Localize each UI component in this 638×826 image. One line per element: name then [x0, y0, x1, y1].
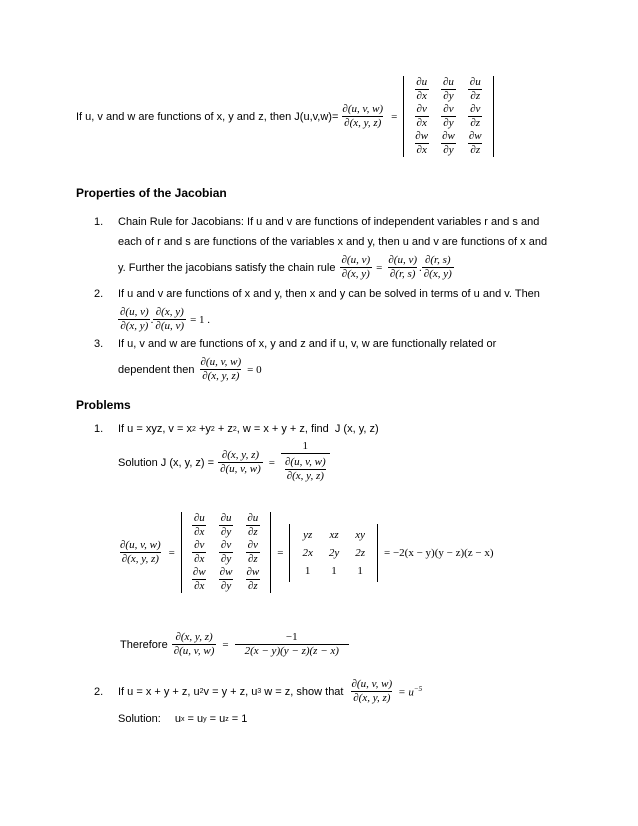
- problem-1-solution: [118, 440, 330, 485]
- p1-th-num: ∂(x, y, z): [175, 631, 213, 643]
- intro-partial-0-2: [468, 76, 483, 103]
- p1-det-lhs-num: ∂(u, v, w): [120, 539, 161, 551]
- p1-partial-0-2: [245, 512, 260, 539]
- p1-stmt-a: If u = xyz, v = x: [118, 423, 192, 435]
- p1-value-cell-1-1: 2y: [328, 546, 340, 559]
- inverse-frac-1: [118, 306, 151, 333]
- property-1: [94, 212, 604, 281]
- p1-cell-2-1: [213, 566, 240, 593]
- p2-sup-1: 2: [199, 688, 204, 695]
- intro-jac-den: ∂(x, y, z): [344, 117, 382, 129]
- chain-rhs2-num: ∂(r, s): [424, 254, 451, 266]
- p1-therefore-lhs: [172, 631, 217, 658]
- p1-partial-0-0: [192, 512, 207, 539]
- intro-determinant: [403, 76, 493, 157]
- p2-sup-2: 3: [257, 688, 262, 695]
- p2-frac-den: ∂(x, y, z): [353, 692, 391, 704]
- p1-partial-den: ∂x: [194, 553, 205, 565]
- chain-lhs-num: ∂(u, v): [341, 254, 371, 266]
- p1-sol-num: ∂(x, y, z): [221, 449, 260, 461]
- intro-cell-0-0: [408, 76, 435, 103]
- p1-partial-num: ∂u: [193, 512, 205, 524]
- p1-partial-2-0: [191, 566, 208, 593]
- p1-therefore-label: Therefore: [120, 638, 168, 651]
- intro-partial-den: ∂z: [470, 90, 481, 102]
- p2-rhs: [398, 685, 422, 699]
- p2-sol-d: = 1: [228, 713, 248, 725]
- intro-partial-num: ∂v: [416, 103, 427, 115]
- p1-cell-2-2: [239, 566, 266, 593]
- p2-sub-y: y: [203, 715, 207, 723]
- p1-det-eq-2: =: [277, 546, 284, 559]
- p1-sol-den: ∂(u, v, w): [220, 463, 261, 475]
- chain-rhs1-num: ∂(u, v): [388, 254, 417, 266]
- p1-stmt-c: + z: [214, 423, 233, 435]
- intro-partial-num: ∂u: [469, 76, 481, 88]
- intro-cell-2-1: [435, 130, 462, 157]
- p1-reciprocal-den: [281, 453, 330, 485]
- inverse-frac-2: [150, 306, 186, 333]
- p1-therefore-rhs: [235, 631, 349, 658]
- p1-cell-0-2: [239, 512, 266, 539]
- chain-rhs1-den: ∂(r, s): [389, 268, 416, 280]
- intro-partial-num: ∂u: [443, 76, 454, 88]
- intro-partial-num: ∂v: [470, 103, 481, 115]
- intro-partial-2-1: [440, 130, 457, 157]
- p1-partial-den: ∂x: [194, 580, 205, 592]
- p1-value-cell-0-2: xy: [355, 528, 365, 541]
- intro-partial-1-0: [415, 103, 429, 130]
- p1-inner-num: ∂(u, v, w): [284, 456, 326, 468]
- p1-value-cell-0-0: yz: [303, 528, 313, 541]
- property-3-line2: dependent then: [118, 363, 195, 376]
- property-1-line1: Chain Rule for Jacobians: If u and v are functions of independent variables r and s and: [118, 216, 540, 228]
- p1-cell-1-2: [239, 539, 266, 566]
- p1-partial-1-0: [192, 539, 206, 566]
- p1-det-lhs: [118, 539, 163, 566]
- problem-2-number: 2.: [94, 685, 104, 698]
- intro-partial-num: ∂w: [442, 130, 455, 142]
- p1-partial-1-2: [246, 539, 260, 566]
- p1-partial-num: ∂v: [247, 539, 258, 551]
- p2-sol-b: = u: [184, 713, 204, 725]
- p1-partial-2-2: [244, 566, 261, 593]
- intro-partial-den: ∂y: [443, 144, 454, 156]
- chain-equals: =: [376, 261, 383, 274]
- p1-partial-den: ∂z: [247, 580, 258, 592]
- chain-dot: .: [419, 261, 422, 274]
- intro-jacobian-fraction: [340, 103, 385, 130]
- intro-text: If u, v and w are functions of x, y and z, then J(u,v,w)=: [76, 110, 339, 123]
- property-1-line3: y. Further the jacobians satisfy the chain rule: [118, 261, 336, 274]
- property-2-line1: If u and v are functions of x and y, then x and y can be solved in terms of u and v. Then: [118, 288, 540, 300]
- problem-1-number: 1.: [94, 423, 104, 435]
- intro-partial-den: ∂x: [416, 117, 427, 129]
- intro-equals: =: [391, 110, 398, 123]
- property-2: [94, 284, 604, 333]
- property-3-number: 3.: [94, 338, 104, 350]
- p1-cell-0-1: [213, 512, 240, 539]
- p2-sol-c: = u: [206, 713, 226, 725]
- problems-heading: Problems: [76, 398, 131, 412]
- intro-cell-1-1: [435, 103, 462, 130]
- p1-value-cell-1-0: 2x: [302, 546, 313, 559]
- p2-stmt-c: w = z, show that: [261, 685, 344, 698]
- problem-2-statement: [94, 678, 422, 705]
- p1-sol-eq: =: [268, 456, 275, 469]
- dependent-frac-num: ∂(u, v, w): [200, 356, 242, 368]
- intro-partial-1-1: [441, 103, 455, 130]
- p1-sq-3: 2: [232, 425, 237, 433]
- p1-partial-den: ∂z: [247, 526, 258, 538]
- inverse-frac2-num: ∂(x, y): [155, 306, 184, 318]
- intro-cell-0-1: [435, 76, 462, 103]
- inverse-frac1-den: ∂(x, y): [120, 320, 149, 332]
- intro-partial-num: ∂u: [416, 76, 428, 88]
- p2-stmt-b: v = y + z, u: [203, 685, 258, 698]
- intro-partial-1-2: [468, 103, 482, 130]
- p1-th-rhs-num: −1: [285, 631, 298, 643]
- p1-value-cell-1-2: 2z: [355, 546, 366, 559]
- p1-det-lhs-den: ∂(x, y, z): [121, 553, 159, 565]
- intro-partial-den: ∂z: [470, 144, 481, 156]
- p1-th-rhs-den: 2(x − y)(y − z)(z − x): [235, 644, 349, 658]
- p1-th-den: ∂(u, v, w): [173, 645, 215, 657]
- p2-sub-x: x: [180, 715, 185, 723]
- p1-inner-frac: [283, 456, 328, 483]
- p1-partial-den: ∂y: [220, 580, 232, 592]
- p2-frac: [349, 678, 394, 705]
- p1-partial-1-1: [219, 539, 233, 566]
- dependent-frac-den: ∂(x, y, z): [202, 370, 240, 382]
- p1-reciprocal-one: 1: [302, 440, 309, 452]
- p1-det-eq-1: =: [168, 546, 175, 559]
- property-1-number: 1.: [94, 216, 104, 228]
- inverse-tail: = 1 .: [190, 313, 211, 326]
- p1-reciprocal: [281, 440, 330, 485]
- intro-jac-num: ∂(u, v, w): [342, 103, 384, 115]
- p1-sq-1: 2: [191, 425, 196, 433]
- intro-partial-0-1: [441, 76, 456, 103]
- p1-stmt-d: , w = x + y + z, find J (x, y, z): [236, 423, 379, 435]
- intro-partial-den: ∂y: [443, 90, 454, 102]
- intro-cell-1-2: [462, 103, 489, 130]
- p1-partial-determinant: [181, 512, 271, 593]
- inverse-dot: .: [150, 313, 154, 326]
- intro-partial-num: ∂v: [443, 103, 454, 115]
- intro-partial-num: ∂w: [415, 130, 429, 142]
- intro-partial-den: ∂x: [416, 90, 427, 102]
- p1-therefore: [120, 631, 349, 658]
- chain-lhs-den: ∂(x, y): [341, 268, 370, 280]
- p1-partial-den: ∂z: [247, 553, 258, 565]
- p1-det-result: = −2(x − y)(y − z)(z − x): [384, 546, 494, 559]
- p1-cell-0-0: [186, 512, 213, 539]
- intro-partial-den: ∂x: [416, 144, 427, 156]
- p2-solution-label: Solution:: [118, 713, 161, 725]
- dependent-tail: = 0: [247, 363, 262, 376]
- p1-value-cell-2-2: 1: [357, 564, 363, 577]
- dependent-frac: [198, 356, 243, 383]
- p1-partial-den: ∂y: [220, 553, 232, 565]
- p1-determinant-line: [118, 512, 494, 593]
- intro-cell-2-0: [408, 130, 435, 157]
- chain-rhs-1: [386, 254, 419, 281]
- p1-partial-2-1: [218, 566, 235, 593]
- intro-partial-2-2: [467, 130, 484, 157]
- intro-line: [76, 76, 494, 157]
- p1-value-cell-2-1: 1: [331, 564, 337, 577]
- p2-sub-z: z: [225, 715, 229, 723]
- inverse-frac1-num: ∂(u, v): [120, 306, 149, 318]
- p1-partial-num: ∂v: [220, 539, 232, 551]
- p2-rhs-sup: −5: [413, 684, 423, 693]
- intro-cell-2-2: [462, 130, 489, 157]
- intro-partial-den: ∂y: [443, 117, 454, 129]
- p1-value-cell-0-1: xz: [329, 528, 339, 541]
- p1-cell-1-0: [186, 539, 213, 566]
- p2-stmt-a: If u = x + y + z, u: [118, 685, 200, 698]
- chain-lhs: [339, 254, 372, 281]
- problem-2-solution: [118, 713, 247, 725]
- p1-inner-den: ∂(x, y, z): [286, 470, 324, 482]
- p1-solution-frac: [218, 449, 263, 476]
- p2-rhs-text: = u: [398, 686, 414, 699]
- problem-1-statement: [94, 423, 379, 435]
- p1-th-eq: =: [222, 638, 229, 651]
- intro-partial-num: ∂w: [468, 130, 482, 142]
- p1-partial-num: ∂u: [247, 512, 259, 524]
- p1-value-cell-2-0: 1: [304, 564, 311, 577]
- properties-heading: Properties of the Jacobian: [76, 186, 227, 200]
- p1-partial-num: ∂w: [246, 566, 260, 578]
- chain-rhs2-den: ∂(x, y): [423, 268, 452, 280]
- p1-partial-0-1: [219, 512, 234, 539]
- intro-partial-2-0: [413, 130, 430, 157]
- p1-stmt-b: +y: [195, 423, 211, 435]
- p1-cell-1-1: [213, 539, 240, 566]
- property-3: [94, 334, 604, 383]
- p2-sol-a: u: [174, 713, 181, 725]
- p1-partial-den: ∂y: [220, 526, 232, 538]
- p2-frac-num: ∂(u, v, w): [351, 678, 393, 690]
- intro-cell-1-0: [408, 103, 435, 130]
- intro-partial-0-0: [414, 76, 429, 103]
- intro-partial-den: ∂z: [470, 117, 481, 129]
- inverse-frac2-den: ∂(u, v): [155, 320, 185, 332]
- p1-value-determinant: [289, 524, 378, 582]
- p1-partial-num: ∂w: [192, 566, 206, 578]
- property-3-line1: If u, v and w are functions of x, y and z and if u, v, w are functionally related or: [118, 338, 497, 350]
- p1-partial-num: ∂v: [194, 539, 205, 551]
- p1-solution-label: Solution J (x, y, z) =: [118, 456, 215, 469]
- p1-partial-den: ∂x: [194, 526, 205, 538]
- p1-cell-2-0: [186, 566, 213, 593]
- intro-cell-0-2: [462, 76, 489, 103]
- property-2-number: 2.: [94, 288, 104, 300]
- property-1-line2: each of r and s are functions of the variables x and y, then u and v are functions of x and: [118, 236, 548, 248]
- p1-partial-num: ∂w: [219, 566, 233, 578]
- p1-partial-num: ∂u: [220, 512, 232, 524]
- p1-sq-2: 2: [210, 425, 215, 433]
- chain-rhs-2: [422, 254, 454, 281]
